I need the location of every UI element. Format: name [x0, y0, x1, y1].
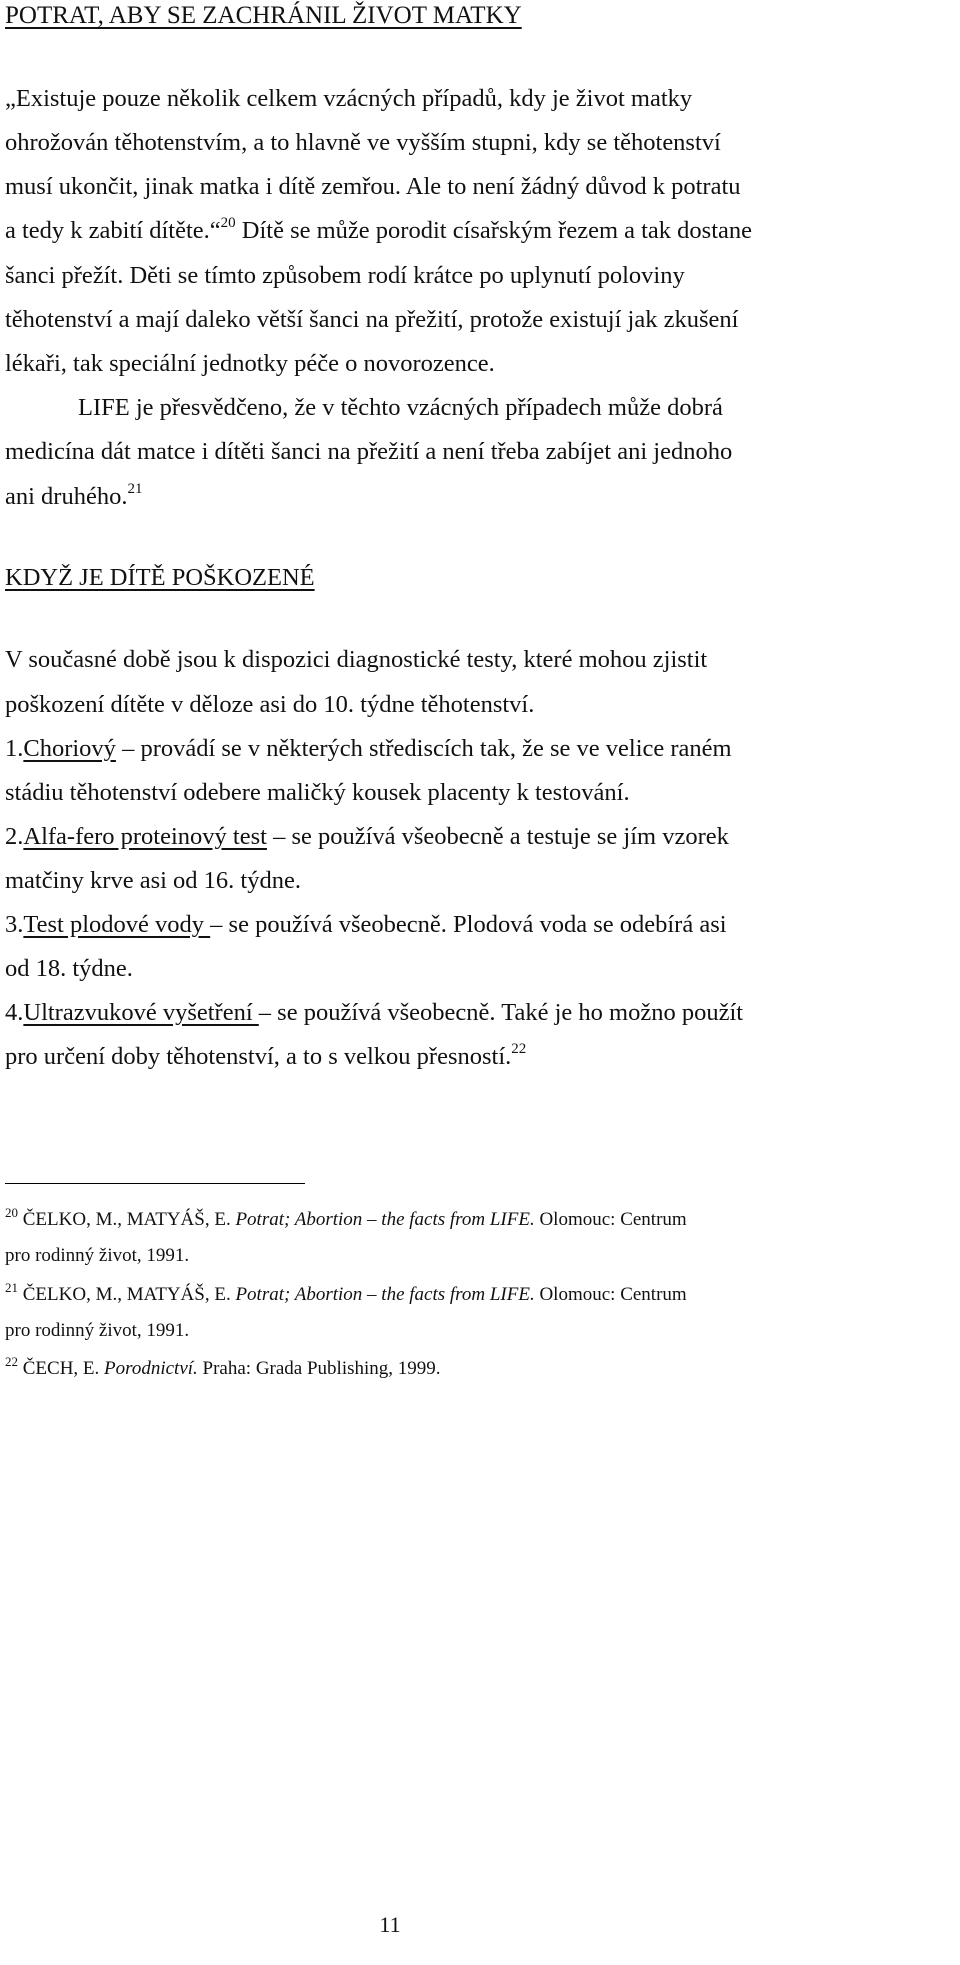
list-term: Ultrazvukové vyšetření: [23, 999, 259, 1026]
list-item: [5, 1000, 743, 1027]
list-number: 3.: [5, 911, 24, 938]
text-segment: pro určení doby těhotenství, a to s velkou přesností.: [5, 1043, 512, 1070]
list-text: – se používá všeobecně a testuje se jím vzorek: [266, 823, 729, 850]
footnote-ref-21: 21: [127, 481, 143, 497]
text-line: šanci přežít. Děti se tímto způsobem rodí krátce po uplynutí poloviny: [5, 262, 685, 289]
footnote-number: 22: [5, 1354, 18, 1369]
list-term: Test plodové vody: [23, 911, 211, 938]
text-line: těhotenství a mají daleko větší šanci na přežití, protože existují jak zkušení: [5, 306, 739, 333]
text-line: „Existuje pouze několik celkem vzácných případů, kdy je život matky: [5, 85, 693, 112]
list-number: 2.: [5, 823, 24, 850]
list-item: [5, 824, 729, 851]
list-item-continuation: stádiu těhotenství odebere maličký kousek placenty k testování.: [5, 779, 630, 806]
footnote-ref-20: 20: [220, 215, 236, 231]
list-item: [5, 736, 732, 763]
section-heading: KDYŽ JE DÍTĚ POŠKOZENÉ: [5, 564, 315, 591]
text-segment: a tedy k zabití dítěte.“: [5, 217, 221, 244]
text-line: LIFE je přesvědčeno, že v těchto vzácných případech může dobrá: [78, 394, 723, 421]
text-line: [5, 481, 143, 511]
list-number: 4.: [5, 999, 24, 1026]
footnote-publisher: Olomouc: Centrum: [534, 1209, 687, 1230]
text-line: poškození dítěte v děloze asi do 10. týdne těhotenství.: [5, 691, 535, 718]
list-item-continuation: matčiny krve asi od 16. týdne.: [5, 867, 301, 894]
footnote-21-continuation: pro rodinný život, 1991.: [5, 1320, 190, 1341]
footnote-work: Potrat; Abortion – the facts from LIFE.: [235, 1209, 535, 1230]
footnote-21: [5, 1280, 687, 1306]
footnote-publisher: Praha: Grada Publishing, 1999.: [197, 1358, 441, 1379]
list-number: 1.: [5, 735, 24, 762]
list-text: – se používá všeobecně. Plodová voda se odebírá asi: [210, 911, 727, 938]
list-term: Alfa-fero proteinový test: [23, 823, 267, 850]
footnote-divider: [5, 1183, 305, 1184]
page-title: POTRAT, ABY SE ZACHRÁNIL ŽIVOT MATKY: [5, 2, 522, 29]
text-line: medicína dát matce i dítěti šanci na přežití a není třeba zabíjet ani jednoho: [5, 438, 733, 465]
footnote-author: ČECH, E.: [18, 1358, 105, 1379]
list-text: – provádí se v některých střediscích tak, že se ve velice raném: [115, 735, 732, 762]
list-item-continuation: [5, 1041, 527, 1071]
footnote-22: [5, 1354, 441, 1380]
footnote-author: ČELKO, M., MATYÁŠ, E.: [18, 1284, 236, 1305]
footnote-20: [5, 1205, 687, 1231]
list-term: Choriový: [23, 735, 116, 762]
footnote-ref-22: 22: [511, 1041, 527, 1057]
text-segment: ani druhého.: [5, 483, 128, 510]
text-line: V současné době jsou k dispozici diagnostické testy, které mohou zjistit: [5, 646, 708, 673]
footnote-work: Porodnictví.: [104, 1358, 198, 1379]
footnote-number: 20: [5, 1205, 18, 1220]
text-line: [5, 215, 753, 245]
text-line: lékaři, tak speciální jednotky péče o novorozence.: [5, 350, 495, 377]
footnote-work: Potrat; Abortion – the facts from LIFE.: [235, 1284, 535, 1305]
text-line: ohrožován těhotenstvím, a to hlavně ve vyšším stupni, kdy se těhotenství: [5, 129, 721, 156]
text-segment: Dítě se může porodit císařským řezem a tak dostane: [235, 217, 753, 244]
footnote-publisher: Olomouc: Centrum: [534, 1284, 687, 1305]
footnote-number: 21: [5, 1280, 18, 1295]
page-number: 11: [379, 1912, 401, 1937]
footnote-author: ČELKO, M., MATYÁŠ, E.: [18, 1209, 236, 1230]
text-line: musí ukončit, jinak matka i dítě zemřou. Ale to není žádný důvod k potratu: [5, 173, 741, 200]
list-item-continuation: od 18. týdne.: [5, 955, 133, 982]
list-text: – se používá všeobecně. Také je ho možno použít: [258, 999, 744, 1026]
list-item: [5, 912, 727, 939]
footnote-20-continuation: pro rodinný život, 1991.: [5, 1245, 190, 1266]
